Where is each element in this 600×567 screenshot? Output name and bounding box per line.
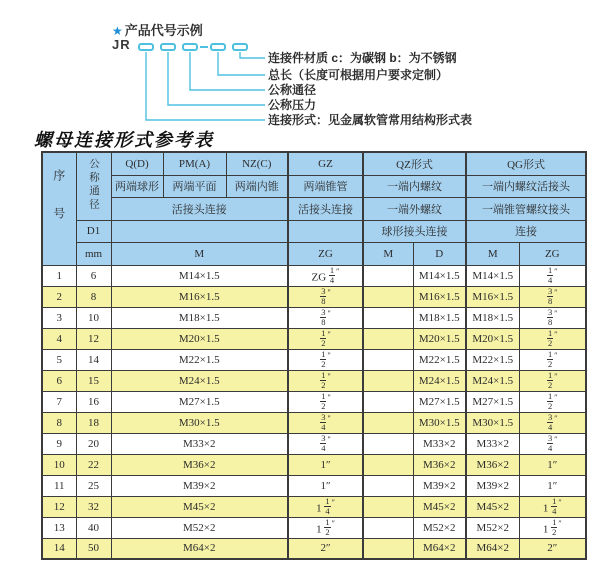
cell-dn-mm: 6: [76, 265, 111, 286]
code-box-3: [182, 43, 198, 51]
table-row: [42, 349, 586, 370]
table-row: [42, 433, 586, 454]
cell-qz-d: M24×1.5: [413, 370, 466, 391]
cell-gz: $\frac{1}{2}$ ″: [288, 391, 363, 412]
header-qg-desc2: 一端锥管螺纹接头: [466, 197, 586, 220]
cell-seq: 10: [42, 454, 76, 475]
table-row: [42, 496, 586, 517]
cell-qz-m: [363, 307, 413, 328]
table-row: [42, 412, 586, 433]
cell-qg-m: M33×2: [466, 433, 519, 454]
cell-qz-d: M52×2: [413, 517, 466, 538]
cell-seq: 3: [42, 307, 76, 328]
header-group-pma: PM(A): [163, 152, 226, 175]
cell-qz-d: M27×1.5: [413, 391, 466, 412]
cell-dn-mm: 8: [76, 286, 111, 307]
cell-dn-mm: 14: [76, 349, 111, 370]
cell-seq: 9: [42, 433, 76, 454]
header-unit-m: M: [111, 242, 288, 265]
header-qg-desc1: 一端内螺纹活接头: [466, 175, 586, 197]
cell-gz: 1″: [288, 475, 363, 496]
header-qg-connection: 连接: [466, 220, 586, 242]
cell-gz: $\frac{1}{2}$ ″: [288, 349, 363, 370]
cell-qz-d: M33×2: [413, 433, 466, 454]
table-row: [42, 538, 586, 559]
cell-qg-m: M30×1.5: [466, 412, 519, 433]
code-box-1: [138, 43, 154, 51]
header-left-connection: 活接头连接: [111, 197, 288, 220]
header-group-qd: Q(D): [111, 152, 163, 175]
cell-gz: 1 $\frac{1}{4}$ ″: [288, 496, 363, 517]
cell-seq: 4: [42, 328, 76, 349]
cell-qg-zg: $\frac{1}{2}$ ″: [519, 391, 586, 412]
header-gz-desc: 两端锥管: [288, 175, 363, 197]
cell-qz-m: [363, 517, 413, 538]
table-row: [42, 475, 586, 496]
cell-qg-zg: $\frac{1}{2}$ ″: [519, 370, 586, 391]
header-group-qg: QG形式: [466, 152, 586, 175]
cell-gz: $\frac{3}{8}$ ″: [288, 286, 363, 307]
cell-qg-zg: $\frac{3}{4}$ ″: [519, 433, 586, 454]
cell-qz-m: [363, 538, 413, 559]
product-code-diagram: [0, 0, 600, 130]
cell-qg-m: M18×1.5: [466, 307, 519, 328]
cell-m: M64×2: [111, 538, 288, 559]
cell-qz-m: [363, 370, 413, 391]
cell-qg-zg: $\frac{1}{2}$ ″: [519, 349, 586, 370]
cell-m: M16×1.5: [111, 286, 288, 307]
cell-m: M24×1.5: [111, 370, 288, 391]
cell-dn-mm: 32: [76, 496, 111, 517]
table-row: [42, 517, 586, 538]
cell-seq: 1: [42, 265, 76, 286]
cell-seq: 8: [42, 412, 76, 433]
cell-qg-zg: 1 $\frac{1}{2}$ ″: [519, 517, 586, 538]
cell-qz-m: [363, 328, 413, 349]
header-qz-desc1: 一端内螺纹: [363, 175, 466, 197]
cell-gz: $\frac{1}{2}$ ″: [288, 328, 363, 349]
cell-qz-d: M30×1.5: [413, 412, 466, 433]
cell-gz: ZG $\frac{1}{4}$ ″: [288, 265, 363, 286]
cell-gz: 1″: [288, 454, 363, 475]
cell-qz-m: [363, 391, 413, 412]
header-qg-zg: ZG: [519, 242, 586, 265]
table-row: [42, 328, 586, 349]
header-nzc-desc: 两端内锥: [226, 175, 288, 197]
cell-seq: 2: [42, 286, 76, 307]
cell-seq: 11: [42, 475, 76, 496]
cell-gz: 2″: [288, 538, 363, 559]
header-qz-desc2: 一端外螺纹: [363, 197, 466, 220]
header-pma-desc: 两端平面: [163, 175, 226, 197]
header-blank-gz: [288, 220, 363, 242]
cell-gz: $\frac{3}{8}$ ″: [288, 307, 363, 328]
cell-qz-d: M14×1.5: [413, 265, 466, 286]
label-nominal-diameter: 公称通径: [268, 83, 317, 97]
cell-m: M33×2: [111, 433, 288, 454]
cell-qg-m: M27×1.5: [466, 391, 519, 412]
cell-m: M14×1.5: [111, 265, 288, 286]
cell-seq: 14: [42, 538, 76, 559]
cell-dn-mm: 16: [76, 391, 111, 412]
code-prefix: JR: [112, 37, 131, 52]
star-icon: ★: [112, 24, 123, 38]
cell-qz-d: M64×2: [413, 538, 466, 559]
table-row: [42, 454, 586, 475]
header-d1: D1: [76, 220, 111, 242]
cell-gz: $\frac{3}{4}$ ″: [288, 412, 363, 433]
cell-dn-mm: 50: [76, 538, 111, 559]
cell-m: M52×2: [111, 517, 288, 538]
header-unit-zg: ZG: [288, 242, 363, 265]
cell-qz-m: [363, 265, 413, 286]
cell-qg-m: M39×2: [466, 475, 519, 496]
cell-qg-m: M64×2: [466, 538, 519, 559]
cell-qg-m: M36×2: [466, 454, 519, 475]
table-title: 螺母连接形式参考表: [34, 130, 214, 150]
code-box-5: [232, 43, 248, 51]
cell-dn-mm: 10: [76, 307, 111, 328]
header-qg-m: M: [466, 242, 519, 265]
diagram-heading-text: 产品代号示例: [124, 23, 203, 38]
cell-m: M22×1.5: [111, 349, 288, 370]
cell-seq: 7: [42, 391, 76, 412]
cell-qz-m: [363, 412, 413, 433]
cell-qz-d: M45×2: [413, 496, 466, 517]
header-gz-connection: 活接头连接: [288, 197, 363, 220]
table-row: [42, 391, 586, 412]
cell-qg-m: M16×1.5: [466, 286, 519, 307]
cell-m: M20×1.5: [111, 328, 288, 349]
cell-m: M30×1.5: [111, 412, 288, 433]
header-qz-connection: 球形接头连接: [363, 220, 466, 242]
cell-qg-m: M14×1.5: [466, 265, 519, 286]
cell-qg-zg: $\frac{3}{8}$ ″: [519, 307, 586, 328]
cell-qz-m: [363, 454, 413, 475]
cell-gz: $\frac{1}{2}$ ″: [288, 370, 363, 391]
header-group-qz: QZ形式: [363, 152, 466, 175]
cell-dn-mm: 20: [76, 433, 111, 454]
code-box-2: [160, 43, 176, 51]
cell-qz-d: M39×2: [413, 475, 466, 496]
header-seq: 序号: [42, 152, 76, 265]
cell-qg-zg: 2″: [519, 538, 586, 559]
cell-seq: 5: [42, 349, 76, 370]
cell-qg-m: M24×1.5: [466, 370, 519, 391]
code-dash: [200, 46, 208, 48]
cell-seq: 13: [42, 517, 76, 538]
cell-m: M45×2: [111, 496, 288, 517]
cell-seq: 6: [42, 370, 76, 391]
header-group-gz: GZ: [288, 152, 363, 175]
cell-m: M18×1.5: [111, 307, 288, 328]
cell-gz: $\frac{3}{4}$ ″: [288, 433, 363, 454]
cell-qz-m: [363, 433, 413, 454]
header-qz-d: D: [413, 242, 466, 265]
cell-qz-d: M20×1.5: [413, 328, 466, 349]
cell-qz-m: [363, 286, 413, 307]
cell-qz-m: [363, 496, 413, 517]
cell-qg-zg: $\frac{3}{4}$ ″: [519, 412, 586, 433]
cell-m: M39×2: [111, 475, 288, 496]
label-total-length: 总长（长度可根据用户要求定制）: [268, 68, 449, 82]
cell-seq: 12: [42, 496, 76, 517]
label-material: 连接件材质 c：为碳钢 b：为不锈钢: [268, 51, 457, 65]
cell-qz-m: [363, 349, 413, 370]
table-row: [42, 370, 586, 391]
cell-qg-m: M52×2: [466, 517, 519, 538]
header-qz-m: M: [363, 242, 413, 265]
cell-dn-mm: 25: [76, 475, 111, 496]
cell-qg-m: M45×2: [466, 496, 519, 517]
table-row: [42, 286, 586, 307]
header-nominal-diameter: 公称通径: [76, 152, 111, 220]
header-group-nzc: NZ(C): [226, 152, 288, 175]
table-row: [42, 265, 586, 286]
cell-qg-zg: 1 $\frac{1}{4}$ ″: [519, 496, 586, 517]
header-blank-left: [111, 220, 288, 242]
cell-qg-zg: 1″: [519, 454, 586, 475]
cell-dn-mm: 18: [76, 412, 111, 433]
cell-qz-m: [363, 475, 413, 496]
cell-qg-m: M20×1.5: [466, 328, 519, 349]
label-connection-form: 连接形式：见金属软管常用结构形式表: [268, 113, 473, 127]
cell-qg-zg: $\frac{1}{2}$ ″: [519, 328, 586, 349]
cell-m: M36×2: [111, 454, 288, 475]
cell-qg-zg: 1″: [519, 475, 586, 496]
label-nominal-pressure: 公称压力: [268, 98, 317, 112]
cell-qz-d: M36×2: [413, 454, 466, 475]
cell-dn-mm: 15: [76, 370, 111, 391]
cell-m: M27×1.5: [111, 391, 288, 412]
code-box-4: [210, 43, 226, 51]
nut-connection-reference-table: [41, 151, 587, 560]
cell-dn-mm: 22: [76, 454, 111, 475]
table-body: [42, 265, 586, 559]
cell-qg-zg: $\frac{1}{4}$ ″: [519, 265, 586, 286]
cell-gz: 1 $\frac{1}{2}$ ″: [288, 517, 363, 538]
table-row: [42, 307, 586, 328]
cell-qg-zg: $\frac{3}{8}$ ″: [519, 286, 586, 307]
cell-qz-d: M18×1.5: [413, 307, 466, 328]
cell-dn-mm: 40: [76, 517, 111, 538]
cell-qz-d: M16×1.5: [413, 286, 466, 307]
header-qd-desc: 两端球形: [111, 175, 163, 197]
cell-dn-mm: 12: [76, 328, 111, 349]
header-mm: mm: [76, 242, 111, 265]
cell-qg-m: M22×1.5: [466, 349, 519, 370]
cell-qz-d: M22×1.5: [413, 349, 466, 370]
